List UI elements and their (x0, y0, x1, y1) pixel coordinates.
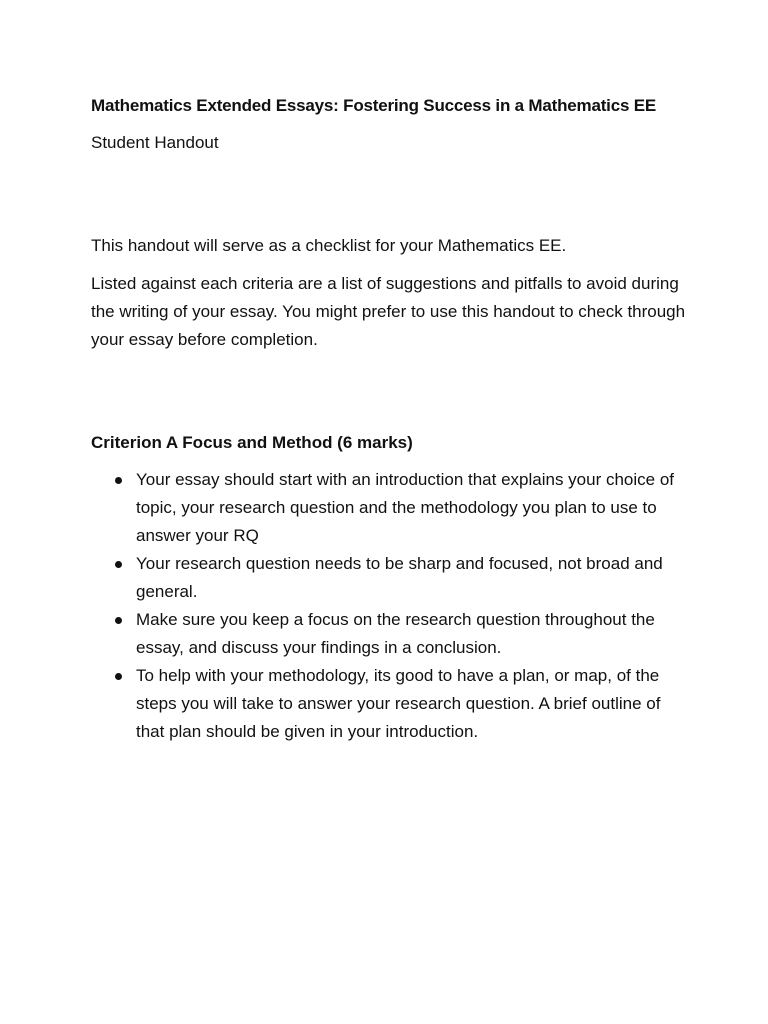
bullet-point-icon (115, 617, 122, 624)
intro-paragraph-2: Listed against each criteria are a list of suggestions and pitfalls to avoid during the writing of your essay. You might prefer to use this handout to check through your essay before completion. (91, 274, 686, 349)
document-page (91, 92, 691, 746)
bullet-item (91, 606, 691, 662)
bullet-item (91, 550, 691, 606)
bullet-item (91, 466, 691, 550)
bullet-text: Your essay should start with an introduction that explains your choice of topic, your research question and the methodology you plan to use to answer your RQ (136, 470, 675, 545)
document-title: Mathematics Extended Essays: Fostering Success in a Mathematics EE (91, 96, 657, 115)
bullet-text: Make sure you keep a focus on the research question throughout the essay, and discuss your findings in a conclusion. (136, 610, 655, 657)
bullet-point-icon (115, 673, 122, 680)
document-subtitle: Student Handout (91, 133, 219, 152)
bullet-point-icon (115, 477, 122, 484)
bullet-item (91, 662, 691, 746)
criterion-a-bullet-list (91, 466, 691, 746)
bullet-point-icon (115, 561, 122, 568)
intro-paragraph-1: This handout will serve as a checklist for your Mathematics EE. (91, 236, 567, 255)
bullet-text: Your research question needs to be sharp and focused, not broad and general. (136, 554, 663, 601)
criterion-a-heading: Criterion A Focus and Method (6 marks) (91, 433, 413, 452)
bullet-text: To help with your methodology, its good to have a plan, or map, of the steps you will take to answer your research question. A brief outline of that plan should be given in your introduction. (136, 666, 661, 741)
